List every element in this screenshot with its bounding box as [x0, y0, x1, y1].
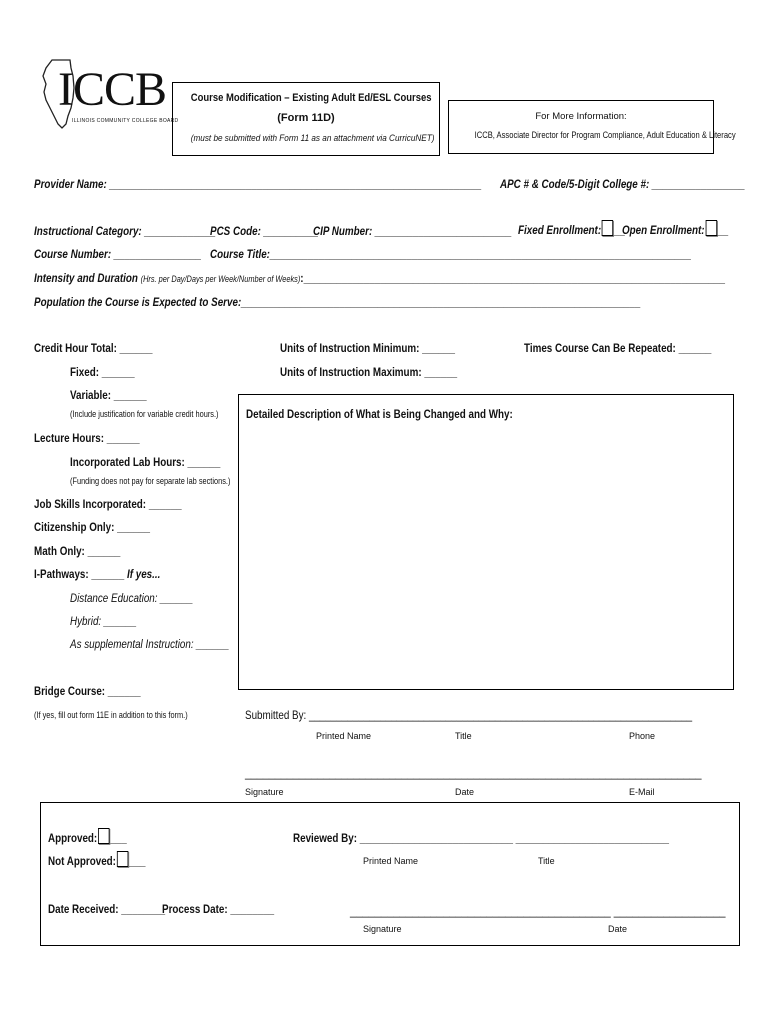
approval-signature: Signature [363, 924, 402, 934]
variable-note: (Include justification for variable credit hours.) [70, 409, 219, 419]
form-number: (Form 11D) [277, 112, 335, 124]
lab-note: (Funding does not pay for separate lab sections.) [70, 476, 231, 486]
logo-subtitle: ILLINOIS COMMUNITY COLLEGE BOARD [72, 118, 179, 124]
description-box[interactable] [238, 394, 734, 690]
reviewed-by-field[interactable]: Reviewed By: ____________________________ ____________________________ [293, 831, 669, 845]
reviewed-printed-name: Printed Name [363, 856, 419, 866]
description-label: Detailed Description of What is Being Changed and Why: [246, 407, 513, 421]
info-title: For More Information: [535, 111, 627, 122]
cip-number-field[interactable]: CIP Number: _________________________ [313, 224, 512, 238]
fixed-enrollment-text: Fixed Enrollment: [518, 223, 602, 237]
approved-label: Approved: [48, 831, 98, 845]
not-approved-label: Not Approved: [48, 854, 116, 868]
open-enrollment-label: Open Enrollment: __ [622, 220, 729, 237]
i-pathways-yes: If yes... [126, 567, 161, 581]
instructional-category-field[interactable]: Instructional Category: _____________ [34, 224, 216, 238]
credit-hour-total-field[interactable]: Credit Hour Total: ______ [34, 341, 153, 355]
provider-name-field[interactable]: Provider Name: ____________________________________________________________________ [34, 177, 482, 191]
submitted-date: Date [455, 787, 475, 797]
math-only-field[interactable]: Math Only: ______ [34, 544, 121, 558]
submitted-printed-name: Printed Name [316, 731, 372, 741]
intensity-note: (Hrs. per Day/Days per Week/Number of Weeks) [140, 274, 301, 284]
form-title: Course Modification – Existing Adult Ed/ESL Courses [190, 92, 432, 104]
submitted-signature: Signature [245, 787, 284, 797]
reviewed-title: Title [538, 856, 555, 866]
variable-credit-field[interactable]: Variable: ______ [70, 388, 147, 402]
approval-date: Date [608, 924, 628, 934]
submitted-signature-line[interactable]: ____________________________________________________________________________ [245, 766, 702, 780]
bridge-course-field[interactable]: Bridge Course: ______ [34, 684, 141, 698]
fixed-enrollment-checkbox[interactable] [602, 220, 613, 236]
pcs-code-field[interactable]: PCS Code: __________ [210, 224, 319, 238]
course-title-field[interactable]: Course Title:_____________________________________________________________________________ [210, 247, 692, 261]
date-received-field[interactable]: Date Received: ________ [48, 902, 166, 916]
form-note: (must be submitted with Form 11 as an attachment via CurricuNET) [190, 133, 435, 144]
not-approved-field: Not Approved: ___ [48, 851, 146, 868]
approval-signature-line[interactable]: __________________________________________ __________________ [350, 904, 726, 918]
fixed-enrollment-label: Fixed Enrollment: __ [518, 220, 625, 237]
hybrid-field[interactable]: Hybrid: ______ [70, 614, 137, 628]
approved-checkbox[interactable] [98, 828, 109, 844]
supplemental-field[interactable]: As supplemental Instruction: ______ [70, 637, 230, 651]
units-min-field[interactable]: Units of Instruction Minimum: ______ [280, 341, 455, 355]
info-box [448, 100, 736, 154]
submitted-phone: Phone [629, 731, 656, 741]
process-date-field[interactable]: Process Date: ________ [162, 902, 275, 916]
distance-education-field[interactable]: Distance Education: ______ [70, 591, 194, 605]
open-enrollment-checkbox[interactable] [705, 220, 716, 236]
job-skills-field[interactable]: Job Skills Incorporated: ______ [34, 497, 182, 511]
units-max-field[interactable]: Units of Instruction Maximum: ______ [280, 365, 458, 379]
i-pathways-label: I-Pathways: ______ [34, 567, 125, 581]
submitted-email: E-Mail [629, 787, 655, 797]
open-enrollment-text: Open Enrollment: [622, 223, 705, 237]
info-body: ICCB, Associate Director for Program Compliance, Adult Education & Literacy [474, 130, 736, 141]
lecture-hours-field[interactable]: Lecture Hours: ______ [34, 431, 140, 445]
apc-code-field[interactable]: APC # & Code/5-Digit College #: _________________ [500, 177, 746, 191]
citizenship-field[interactable]: Citizenship Only: ______ [34, 520, 150, 534]
submitted-by-field[interactable]: Submitted By: ______________________________________________________________________ [245, 708, 693, 722]
i-pathways-field[interactable] [34, 567, 160, 581]
bridge-note: (If yes, fill out form 11E in addition to this form.) [34, 710, 188, 720]
logo-text: ICCB [58, 63, 167, 116]
fixed-credit-field[interactable]: Fixed: ______ [70, 365, 135, 379]
approved-field: Approved: ___ [48, 828, 127, 845]
intensity-duration-field[interactable] [34, 271, 725, 285]
times-repeated-field[interactable]: Times Course Can Be Repeated: ______ [524, 341, 712, 355]
submitted-title: Title [455, 731, 472, 741]
lab-hours-field[interactable]: Incorporated Lab Hours: ______ [70, 455, 221, 469]
not-approved-checkbox[interactable] [117, 851, 128, 867]
course-number-field[interactable]: Course Number: ________________ [34, 247, 202, 261]
population-field[interactable]: Population the Course is Expected to Serve:_________________________________________________________________________ [34, 295, 641, 309]
intensity-line: :_____________________________________________________________________________ [300, 271, 725, 285]
intensity-label: Intensity and Duration [34, 271, 138, 285]
